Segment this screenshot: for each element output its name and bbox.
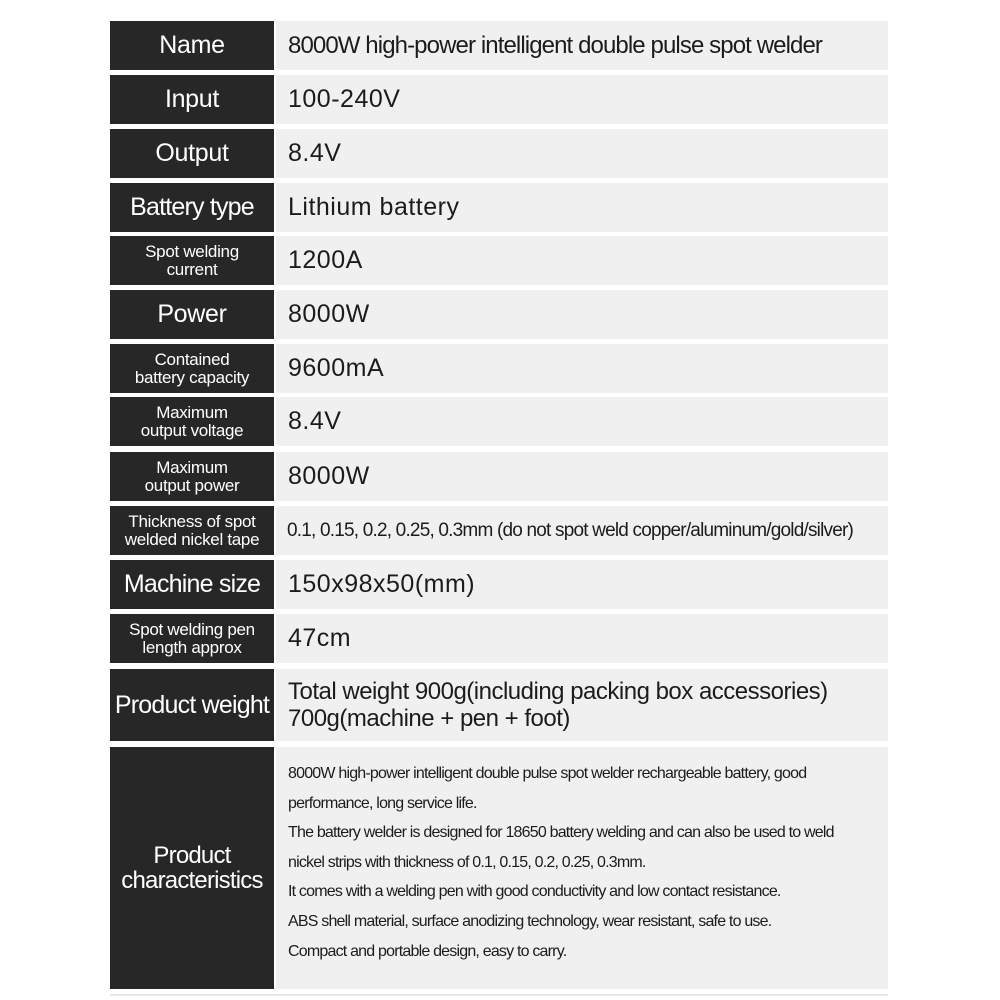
spec-label-nickel-thickness: Thickness of spot welded nickel tape bbox=[110, 506, 274, 555]
spec-label-pen-length: Spot welding pen length approx bbox=[110, 614, 274, 663]
spec-label-input: Input bbox=[110, 75, 274, 124]
spec-row-output bbox=[110, 129, 888, 178]
spec-row-max-power bbox=[110, 452, 888, 501]
bottom-divider bbox=[110, 994, 888, 996]
characteristics-text: 8000W high-power intelligent double pulse spot welder rechargeable battery, good performance, long service life. The battery welder is designed for 18650 battery welding and can also be used to weld nickel strips with thickness of 0.1, 0.15, 0.2, 0.25, 0.3mm. It comes with a welding pen with good conductivity and low contact resistance. ABS shell material, surface anodizing technology, wear resistant, safe to use. Compact and portable design, easy to carry. bbox=[288, 765, 834, 960]
spec-row-machine-size bbox=[110, 560, 888, 609]
spec-row-power bbox=[110, 290, 888, 339]
spec-label-name: Name bbox=[110, 21, 274, 70]
spec-label-battery-capacity: Contained battery capacity bbox=[110, 344, 274, 393]
spec-value-name: 8000W high-power intelligent double pulse spot welder bbox=[276, 21, 888, 70]
spec-label-welding-current: Spot welding current bbox=[110, 236, 274, 285]
spec-value-product-weight: Total weight 900g(including packing box accessories) 700g(machine + pen + foot) bbox=[276, 669, 888, 741]
spec-label-product-weight: Product weight bbox=[110, 669, 274, 741]
spec-value-pen-length: 47cm bbox=[276, 614, 888, 663]
spec-value-welding-current: 1200A bbox=[276, 236, 888, 285]
spec-value-nickel-thickness: 0.1, 0.15, 0.2, 0.25, 0.3mm (do not spot weld copper/aluminum/gold/silver) bbox=[276, 506, 888, 555]
spec-label-machine-size: Machine size bbox=[110, 560, 274, 609]
spec-value-machine-size: 150x98x50(mm) bbox=[276, 560, 888, 609]
spec-value-power: 8000W bbox=[276, 290, 888, 339]
spec-label-max-voltage: Maximum output voltage bbox=[110, 397, 274, 446]
spec-label-power: Power bbox=[110, 290, 274, 339]
spec-label-output: Output bbox=[110, 129, 274, 178]
spec-row-battery-capacity bbox=[110, 344, 888, 393]
spec-row-name bbox=[110, 21, 888, 70]
spec-value-characteristics bbox=[276, 747, 888, 989]
spec-row-input bbox=[110, 75, 888, 124]
spec-value-max-power: 8000W bbox=[276, 452, 888, 501]
spec-row-max-voltage bbox=[110, 397, 888, 446]
spec-row-pen-length bbox=[110, 614, 888, 663]
spec-row-characteristics bbox=[110, 747, 888, 989]
spec-row-welding-current bbox=[110, 236, 888, 285]
spec-label-max-power: Maximum output power bbox=[110, 452, 274, 501]
spec-label-battery-type: Battery type bbox=[110, 183, 274, 232]
spec-value-max-voltage: 8.4V bbox=[276, 397, 888, 446]
spec-value-input: 100-240V bbox=[276, 75, 888, 124]
spec-value-battery-capacity: 9600mA bbox=[276, 344, 888, 393]
spec-row-nickel-thickness bbox=[110, 506, 888, 555]
spec-row-battery-type bbox=[110, 183, 888, 232]
spec-value-battery-type: Lithium battery bbox=[276, 183, 888, 232]
spec-row-product-weight bbox=[110, 669, 888, 741]
spec-value-output: 8.4V bbox=[276, 129, 888, 178]
spec-label-characteristics: Product characteristics bbox=[110, 747, 274, 989]
